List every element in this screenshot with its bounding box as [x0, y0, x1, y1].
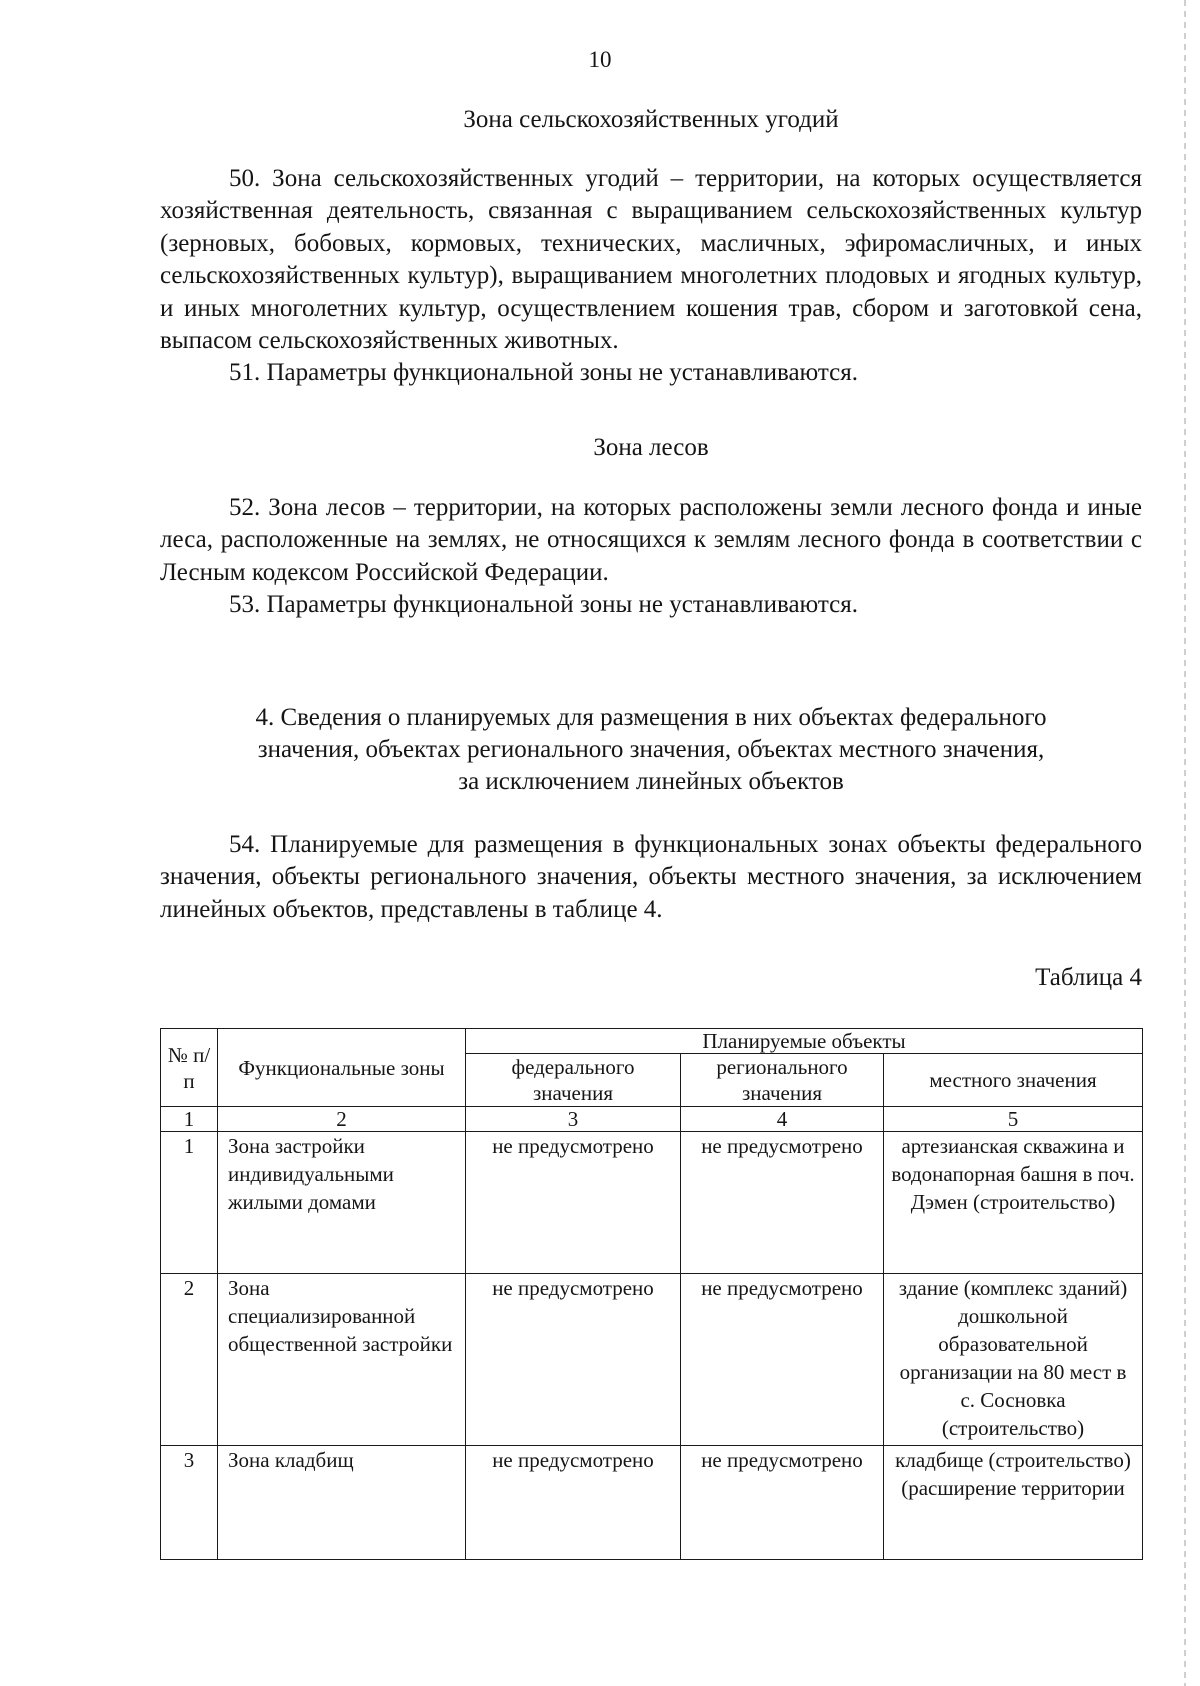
- index-cell: 1: [161, 1107, 218, 1132]
- paragraph-52-block: [160, 492, 1142, 622]
- paragraph-50-block: [160, 163, 1142, 390]
- row-zone: Зона кладбищ: [218, 1446, 466, 1560]
- header-federal: федерального значения: [466, 1054, 681, 1107]
- index-cell: 4: [681, 1107, 884, 1132]
- row-num: 2: [161, 1274, 218, 1446]
- paragraph-52: 52. Зона лесов – территории, на которых расположены земли лесного фонда и иные леса, расположенные на землях, не относящихся к землям лесного фонда в соответствии с Лесным кодексом Российской Федерации.: [160, 494, 1142, 586]
- row-local: артезианская скважина и водонапорная башня в поч. Дэмен (строительство): [884, 1132, 1143, 1274]
- page-number: 10: [588, 47, 612, 72]
- header-regional: регионального значения: [681, 1054, 884, 1107]
- table-row: [161, 1446, 1143, 1560]
- table-row: [161, 1274, 1143, 1446]
- row-num: 1: [161, 1132, 218, 1274]
- heading-forest-zone: Зона лесов: [593, 434, 709, 461]
- row-federal: не предусмотрено: [466, 1132, 681, 1274]
- paragraph-54-block: [160, 829, 1142, 926]
- table-header-row-1: [161, 1029, 1143, 1054]
- row-zone: Зона специализированной общественной застройки: [218, 1274, 466, 1446]
- row-local: кладбище (строительство) (расширение территории: [884, 1446, 1143, 1560]
- table-index-row: [161, 1107, 1143, 1132]
- table-caption: Таблица 4: [1035, 964, 1142, 991]
- row-num: 3: [161, 1446, 218, 1560]
- index-cell: 2: [218, 1107, 466, 1132]
- heading-section-4-line3: за исключением линейных объектов: [458, 768, 844, 795]
- header-planned-objects: Планируемые объекты: [466, 1029, 1143, 1054]
- paragraph-51: 51. Параметры функциональной зоны не устанавливаются.: [229, 359, 858, 387]
- heading-section-4-line2: значения, объектах регионального значения, объектах местного значения,: [257, 736, 1045, 763]
- paragraph-50: 50. Зона сельскохозяйственных угодий – территории, на которых осуществляется хозяйственная деятельность, связанная с выращиванием сельскохозяйственных культур (зерновых, бобовых, кормовых, технических, масличных, эфиромасличных, и иных сельскохозяйственных культур), выращиванием многолетних плодовых и ягодных культур, и иных многолетних культур, осуществлением кошения трав, сбором и заготовкой сена, выпасом сельскохозяйственных животных.: [160, 165, 1142, 355]
- heading-section-4: [160, 702, 1142, 798]
- header-zones: Функциональные зоны: [218, 1029, 466, 1107]
- row-regional: не предусмотрено: [681, 1446, 884, 1560]
- header-num: № п/п: [161, 1029, 218, 1107]
- paragraph-53: 53. Параметры функциональной зоны не устанавливаются.: [229, 591, 858, 619]
- heading-agricultural-zone: Зона сельскохозяйственных угодий: [463, 106, 839, 133]
- table-row: [161, 1132, 1143, 1274]
- header-local: местного значения: [884, 1054, 1143, 1107]
- row-regional: не предусмотрено: [681, 1132, 884, 1274]
- paragraph-54: 54. Планируемые для размещения в функциональных зонах объекты федерального значения, объекты регионального значения, объекты местного значения, за исключением линейных объектов, представлены в таблице 4.: [160, 831, 1142, 923]
- page-edge-mark: [1184, 0, 1186, 1686]
- row-federal: не предусмотрено: [466, 1274, 681, 1446]
- row-zone: Зона застройки индивидуальными жилыми домами: [218, 1132, 466, 1274]
- row-regional: не предусмотрено: [681, 1274, 884, 1446]
- index-cell: 3: [466, 1107, 681, 1132]
- row-local: здание (комплекс зданий) дошкольной образовательной организации на 80 мест в с. Сосновка (строительство): [884, 1274, 1143, 1446]
- row-federal: не предусмотрено: [466, 1446, 681, 1560]
- index-cell: 5: [884, 1107, 1143, 1132]
- planned-objects-table: [160, 1028, 1143, 1560]
- heading-section-4-line1: 4. Сведения о планируемых для размещения в них объектах федерального: [255, 704, 1047, 731]
